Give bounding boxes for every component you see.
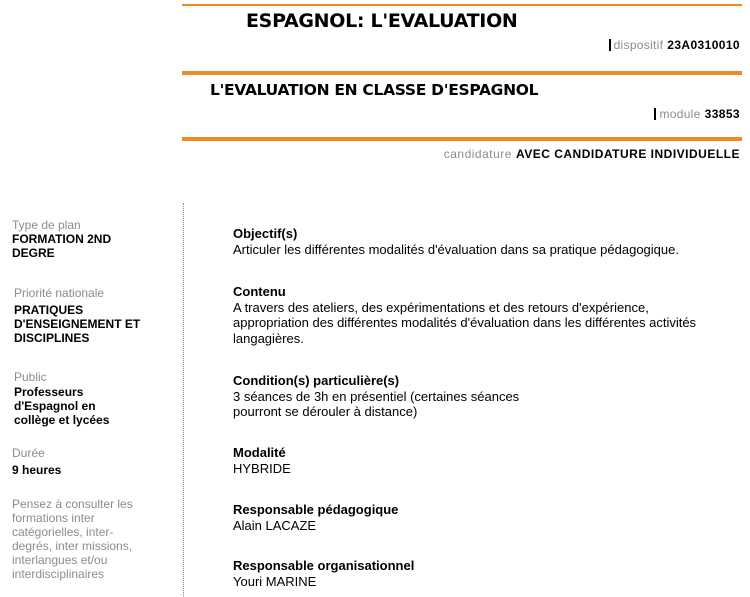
candidature-value: AVEC CANDIDATURE INDIVIDUELLE [515,147,740,161]
dispositif-label: dispositif [613,38,664,52]
modalite-section [233,445,743,476]
dispositif-bar [609,39,611,51]
duree-block [12,446,61,477]
candidature-line [444,147,740,161]
objectifs-heading: Objectif(s) [233,226,298,241]
contenu-section [233,284,743,346]
duree-label: Durée [12,446,45,460]
public-block [14,370,109,427]
type-plan-block [12,218,111,260]
module-bar [654,108,656,120]
column-divider [183,203,184,597]
resp-org-body: Youri MARINE [233,573,317,589]
module-value: 33853 [704,107,740,121]
duree-value: 9 heures [12,463,62,477]
resp-peda-section [233,502,743,533]
module-rule [182,71,742,75]
modalite-body: HYBRIDE [233,460,291,476]
type-plan-value: FORMATION 2ND DEGRE [12,232,112,260]
objectifs-body: Articuler les différentes modalités d'évaluation dans sa pratique pédagogique. [233,241,679,257]
public-label: Public [14,370,47,384]
modalite-heading: Modalité [233,445,286,460]
module-line [654,107,740,121]
objectifs-section [233,226,743,257]
contenu-body: A travers des ateliers, des expérimentations et des retours d'expérience, appropriation des différentes modalités d'évaluation dans les différentes activités langagières. [233,299,697,346]
conditions-heading: Condition(s) particulière(s) [233,373,400,388]
candidature-rule [182,137,742,141]
module-title: L'EVALUATION EN CLASSE D'ESPAGNOL [210,81,539,99]
priorite-value: PRATIQUES D'ENSEIGNEMENT ET DISCIPLINES [14,303,141,345]
resp-org-heading: Responsable organisationnel [233,558,415,573]
resp-org-section [233,558,743,589]
public-value: Professeurs d'Espagnol en collège et lycées [14,385,110,427]
top-rule [182,4,742,6]
dispositif-line [609,38,740,52]
module-label: module [659,107,701,121]
type-plan-label: Type de plan [12,218,81,232]
dispositif-value: 23A0310010 [667,38,740,52]
priorite-block [14,286,140,345]
consult-note: Pensez à consulter les formations inter catégorielles, inter- degrés, inter missions, interlangues et/ou interdisciplinaires [12,497,133,581]
conditions-section [233,373,743,420]
candidature-label: candidature [443,147,512,161]
resp-peda-body: Alain LACAZE [233,517,317,533]
priorite-label: Priorité nationale [14,286,105,300]
contenu-heading: Contenu [233,284,286,299]
document-title: ESPAGNOL: L'EVALUATION [246,10,518,32]
resp-peda-heading: Responsable pédagogique [233,502,399,517]
conditions-body: 3 séances de 3h en présentiel (certaines séances pourront se dérouler à distance) [233,388,520,419]
